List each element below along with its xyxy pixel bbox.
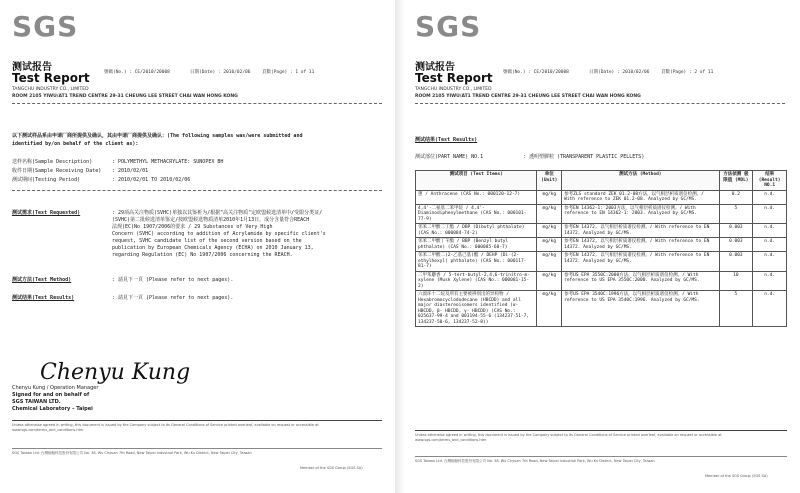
header-result: 结果 (Result) NO.1 [753, 171, 787, 191]
table-row [416, 204, 787, 224]
row-unit: mg/kg [537, 252, 562, 272]
row-item: 邻苯二甲酸二丁酯 / DBP (Dibutyl phthalate) (CAS No.: 000084-74-2) [416, 224, 537, 238]
row-item: 蒽 / Anthracene (CAS No.: 000120-12-7) [416, 190, 537, 204]
part-name-value: : 透明塑膠粒 (TRANSPARENT PLASTIC PELLETS) [523, 154, 645, 160]
requested-line: request, SVHC candidate list of the second version based on the [112, 238, 302, 244]
row-result: n.d. [753, 291, 787, 327]
receiving-date-value: : 2010/02/01 [112, 168, 149, 174]
footer-terms: Unless otherwise agreed in writing, this document is issued by the Company subject to its General Conditions of Service printed overleaf, available on request or accessible at www.sgs.com/terms_and_conditions.htm [12, 423, 319, 432]
row-mdl: 0.003 [719, 252, 753, 272]
test-requested-label: 测试需求(Test Requested) [12, 210, 81, 216]
title-english: Test Report [12, 71, 90, 85]
report-page-2 [405, 0, 800, 493]
row-method: 参考US EPA 3540C:1996方法，以气相层析质谱仪检测。/ With reference to US EPA 3540C:1996. Analyzed by GC/MS. [562, 291, 719, 327]
table-row [416, 252, 787, 272]
row-method: 参考EN 14372, 以气相层析质谱仪检测。/ With reference to EN 14372. Analyzed by GC/MS. [562, 238, 719, 252]
results-table [415, 170, 787, 327]
row-item: 六溴环十二烷及所有主要被辨别出的异构物 / Hexabromocyclododecane (HBCDD) and all major diastereoisomers identified (α- HBCDD, β- HBCDD, γ- HBCDD) (CAS No.: 025637-99-4 and 003194-55-6 (134237-51-7, 134237-50-6, 134237-52-8)) [416, 291, 537, 327]
intro-line-1: 以下测试样品系由申请厂商所提供及确认，其由申请厂商提供及确认：(The following samples was/were submitted and [12, 133, 303, 139]
report-number: 號碼(No.) : CE/2010/20008 [503, 70, 569, 75]
company-address: ROOM 2105 YIWU/AT1 TREND CENTRE 29-31 CHEUNG LEE STREET CHAI WAN HONG KONG [12, 94, 238, 99]
company-address: ROOM 2105 YIWU/AT1 TREND CENTRE 29-31 CHEUNG LEE STREET CHAI WAN HONG KONG [415, 94, 641, 99]
section-divider [12, 190, 382, 191]
handwritten-signature: Chenyu Kung [40, 360, 191, 385]
header-divider [12, 103, 382, 104]
row-method: 参考EN 14372, 以气相层析质谱仪检测。/ With reference to EN 14372. Analyzed by GC/MS. [562, 252, 719, 272]
row-mdl: 0.2 [719, 190, 753, 204]
requested-line: publication by European Chemicals Agency (ECHA) on 2010 January 13, [112, 245, 314, 251]
title-chinese: 测试报告 [12, 62, 52, 73]
row-item: 4,4'-二氨基二苯甲烷 / 4,4'-Diaminodiphenylmethane (CAS No.: 000101-77-9) [416, 204, 537, 224]
table-row [416, 271, 787, 291]
requested-line: (SVHC)第二批候选清单鉴定/按欧盟候选物质清单2010年1月13日，成分含量符合REACH [112, 217, 310, 223]
row-result: n.d. [753, 204, 787, 224]
company-name: TANGCHU INDUSTRY CO., LIMITED [12, 87, 89, 92]
title-english: Test Report [415, 71, 493, 85]
row-mdl: 0.003 [719, 238, 753, 252]
row-unit: mg/kg [537, 204, 562, 224]
footer-terms: Unless otherwise agreed in writing, this document is issued by the Company subject to its General Conditions of Service printed overleaf, available on request or accessible at www.sgs.com/terms_and_conditions.htm [415, 433, 722, 442]
part-name-label: 测试部位(PART NAME) NO.1 [415, 154, 484, 160]
table-header-row [416, 171, 787, 191]
header-item: 测试项目 (Test Items) [416, 171, 537, 191]
row-result: n.d. [753, 224, 787, 238]
requested-line: regarding Regulation (EC) No 1907/2006 concerning the REACH. [112, 252, 293, 258]
row-unit: mg/kg [537, 291, 562, 327]
header-unit: 单位 (Unit) [537, 171, 562, 191]
row-method: 参考EN 14362-1: 2003方法，以气相层析质谱仪检测。/ With reference to EN 14362-1: 2003. Analyzed by GC/MS. [562, 204, 719, 224]
row-item: 邻苯二甲酸丁苄酯 / BBP (Benzyl butyl phthalate) (CAS No.: 000085-68-7) [416, 238, 537, 252]
receiving-date-label: 收件日期(Sample Receiving Date) [12, 168, 102, 174]
footer-rule [12, 420, 382, 421]
table-row [416, 238, 787, 252]
signed-for: Signed for and on behalf of [12, 392, 90, 398]
row-result: n.d. [753, 190, 787, 204]
row-mdl: 5 [719, 291, 753, 327]
company-name: TANGCHU INDUSTRY CO., LIMITED [415, 87, 492, 92]
row-result: n.d. [753, 271, 787, 291]
row-mdl: 0.003 [719, 224, 753, 238]
test-method-value: : 請見下一頁 (Please refer to next pages). [112, 277, 234, 283]
header-divider [415, 103, 785, 104]
report-date: 日期(Date) : 2010/02/06 [190, 70, 251, 75]
signer-name: Chenyu Kung / Operation Manager [12, 385, 99, 391]
requested-line: Concern (SVHC) according to addition of Acrylamide by specific client's [112, 231, 326, 237]
row-mdl: 10 [719, 271, 753, 291]
table-row [416, 224, 787, 238]
header-method: 测试方法 (Method) [562, 171, 719, 191]
page-gutter [395, 0, 405, 493]
footer-rule-2 [12, 448, 382, 449]
intro-line-2: identified by/on behalf of the client as): [12, 141, 139, 147]
requested-line: 法规(EC)No 1907/2006的要求 / 29 Substances of Very High [112, 224, 273, 230]
test-method-label: 测试方法(Test Method) [12, 277, 72, 283]
row-method: 参考US EPA 3550C:2000方法，以气相层析质谱仪检测。/ With reference to US EPA 3550C:2000. Analyzed by GC/MS. [562, 271, 719, 291]
results-heading: 测试结果(Test Results) [415, 137, 478, 143]
signed-company: SGS TAIWAN LTD. [12, 399, 61, 405]
report-date: 日期(Date) : 2010/02/06 [589, 70, 650, 75]
sgs-member: Member of the SGS Group (SGS SA) [705, 474, 768, 478]
sgs-logo: SGS [12, 10, 79, 43]
sgs-member: Member of the SGS Group (SGS SA) [300, 466, 363, 470]
lab-name: Chemical Laboratory – Taipei [12, 406, 93, 412]
row-mdl: 5 [719, 204, 753, 224]
test-requested-text [112, 210, 387, 259]
title-chinese: 测试报告 [415, 62, 455, 73]
row-unit: mg/kg [537, 271, 562, 291]
testing-period-value: : 2010/02/01 TO 2010/02/06 [112, 177, 191, 183]
test-results-label: 测试结果(Test Results) [12, 295, 75, 301]
page-number: 頁數(Page) : 2 of 11 [661, 70, 714, 75]
test-results-value: : 請見下一頁 (Please refer to next pages). [112, 295, 234, 301]
table-row [416, 190, 787, 204]
row-result: n.d. [753, 238, 787, 252]
report-page-1 [0, 0, 395, 493]
row-item: 二甲苯麝香 / 5-tert-butyl-2,4,6-trinitro-m-xylene (Musk Xylene) (CAS No.: 000081-15-2) [416, 271, 537, 291]
row-method: 参考ZLS standard ZEK 01.2-08方法，以气相层析质谱仪检测。/ With reference to ZEK 01.2-08. Analyzed by GC/MS. [562, 190, 719, 204]
row-result: n.d. [753, 252, 787, 272]
row-item: 邻苯二甲酸二(2-乙基己基)酯 / DEHP (Di-(2-ethylhexyl) phthalate) (CAS No.: 000117-81-7) [416, 252, 537, 272]
sample-description-value: : POLYMETHYL METHACRYLATE: SUNOPEX BH [112, 159, 224, 165]
footer-rule [415, 430, 787, 431]
page-number: 頁數(Page) : 1 of 11 [262, 70, 315, 75]
row-unit: mg/kg [537, 224, 562, 238]
report-number: 號碼(No.) : CE/2010/20008 [104, 70, 170, 75]
sgs-logo: SGS [415, 10, 482, 43]
row-unit: mg/kg [537, 238, 562, 252]
footer-rule-2 [415, 456, 787, 457]
row-unit: mg/kg [537, 190, 562, 204]
footer-address: SGS Taiwan Ltd. 台灣檢驗科技股份有限公司 No. 38, Wu Chyuan 7th Road, New Taipei Industrial Park, Wu Ku District, New Taipei City, Taiwan [415, 459, 655, 463]
requested-line: : 29项高关注物质(SVHC)单独以其鉴析为/根据"高关注物质"定欧盟候选清单中/受限分类证/ [112, 210, 323, 216]
header-mdl: 方法侦测 极限值 (MDL) [719, 171, 753, 191]
footer-address: SGS Taiwan Ltd. 台灣檢驗科技股份有限公司 No. 38, Wu Chyuan 7th Road, New Taipei Industrial Park, Wu Ku District, New Taipei City, Taiwan [12, 451, 252, 455]
testing-period-label: 测试期间(Testing Period) [12, 177, 81, 183]
row-method: 参考EN 14372, 以气相层析质谱仪检测。/ With reference to EN 14372. Analyzed by GC/MS. [562, 224, 719, 238]
sample-description-label: 送样名称(Sample Description) [12, 159, 93, 165]
table-row [416, 291, 787, 327]
